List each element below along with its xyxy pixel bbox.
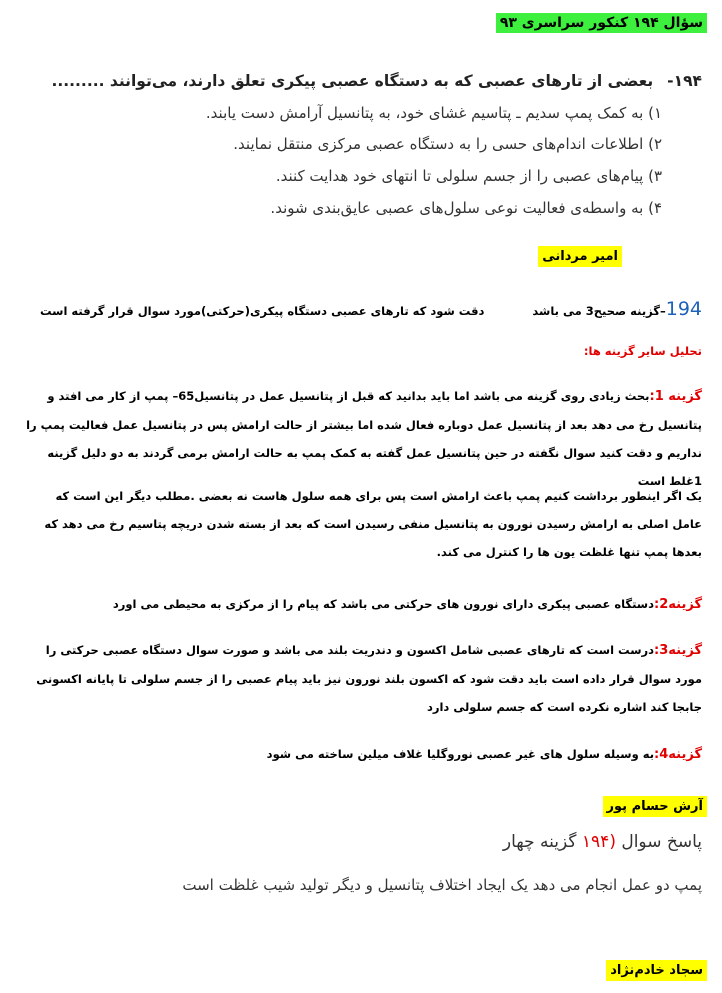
answer-note: دقت شود که تارهای عصبی دستگاه پیکری(حرکتی)مورد سوال قرار گرفته است bbox=[39, 304, 485, 318]
option-label: گزینه 1: bbox=[649, 389, 702, 404]
answer-number: 194 bbox=[665, 298, 702, 320]
option-label: گزینه3: bbox=[654, 643, 702, 658]
option-analysis-4 bbox=[22, 740, 702, 769]
option-analysis-text: درست است که تارهای عصبی شامل اکسون و دندریت بلند می باشد و صورت سوال دستگاه عصبی حرکتی را مورد سوال قرار داده است باید دقت شود که اکسون بلند نورون نیز باید پیام عصبی را از جسم سلولی تا پایانه اکسونی جابجا کند اشاره نکرده است که جسم سلولی دارد bbox=[36, 643, 702, 714]
answer-suffix: گزینه چهار bbox=[502, 832, 577, 852]
option-analysis-note bbox=[22, 482, 702, 566]
author-name: آرش حسام پور bbox=[603, 796, 707, 817]
analysis-heading: تحلیل سایر گزینه ها: bbox=[583, 344, 702, 358]
option-1: ۱) به کمک پمپ سدیم ـ پتاسیم غشای خود، به پتانسیل آرامش دست یابند. bbox=[205, 104, 662, 122]
option-2: ۲) اطلاعات اندام‌های حسی را به دستگاه عصبی مرکزی منتقل نمایند. bbox=[233, 135, 662, 153]
option-analysis-1 bbox=[22, 382, 702, 495]
answer-line bbox=[40, 298, 702, 320]
option-analysis-text: به وسیله سلول های غیر عصبی نوروگلیا غلاف میلین ساخته می شود bbox=[266, 747, 655, 761]
option-4: ۴) به واسطه‌ی فعالیت نوعی سلول‌های عصبی عایق‌بندی شوند. bbox=[270, 199, 662, 217]
question-stem: بعضی از تارهای عصبی که به دستگاه عصبی پیکری تعلق دارند، می‌توانند ......... bbox=[51, 72, 654, 90]
page-title: سؤال ۱۹۴ کنکور سراسری ۹۳ bbox=[496, 13, 707, 33]
option-3: ۳) پیام‌های عصبی را از جسم سلولی تا انتهای خود هدایت کنند. bbox=[275, 167, 662, 185]
answer-text: –گزینه صحیح3 می باشد bbox=[532, 304, 666, 318]
author-explanation: پمپ دو عمل انجام می دهد یک ایجاد اختلاف پتانسیل و دیگر تولید شیب غلظت است bbox=[182, 876, 702, 894]
question-number: ۱۹۴- bbox=[667, 72, 702, 90]
author-name: سجاد خادم‌نژاد bbox=[606, 960, 707, 981]
question-block bbox=[22, 72, 702, 90]
option-analysis-text: یک اگر اینطور برداشت کنیم پمپ باعث ارامش است پس برای همه سلول هاست نه بعضی .مطلب دیگر این است که عامل اصلی به ارامش رسیدن نورون به پتانسیل منفی رسیدن است که بعد از بسته شدن دریچه پتاسیم رخ می دهد که بعدها پمپ تنها غلظت یون ها را کنترل می کند. bbox=[44, 489, 702, 559]
answer-line bbox=[503, 832, 702, 852]
option-label: گزینه4: bbox=[654, 747, 702, 762]
answer-prefix: پاسخ سوال bbox=[621, 832, 702, 852]
option-analysis-3 bbox=[22, 636, 702, 721]
author-name: امیر مردانی bbox=[538, 246, 622, 267]
option-analysis-text: دستگاه عصبی پیکری دارای نورون های حرکتی می باشد که پیام را از مرکزی به محیطی می اورد bbox=[112, 597, 655, 611]
option-label: گزینه2: bbox=[654, 597, 702, 612]
option-analysis-text: بحث زیادی روی گزینه می باشد اما باید بدانید که قبل از پتانسیل عمل در پتانسیل65– پمپ از کار می افتد و پتانسیل رخ می دهد بعد از پتانسیل عمل دوباره فعال شده اما بیشتر از حالت ارامش پس در پتانسیل عمل فعالیت پمپ را نداریم و دقت کنید سوال نگفته در حین پتانسیل عمل گفته به کمک پمپ به حالت ارامش برمی گردند به دو دلیل گزینه 1غلط است bbox=[26, 389, 702, 488]
option-analysis-2 bbox=[22, 590, 702, 619]
answer-number: (۱۹۴ bbox=[581, 832, 616, 852]
